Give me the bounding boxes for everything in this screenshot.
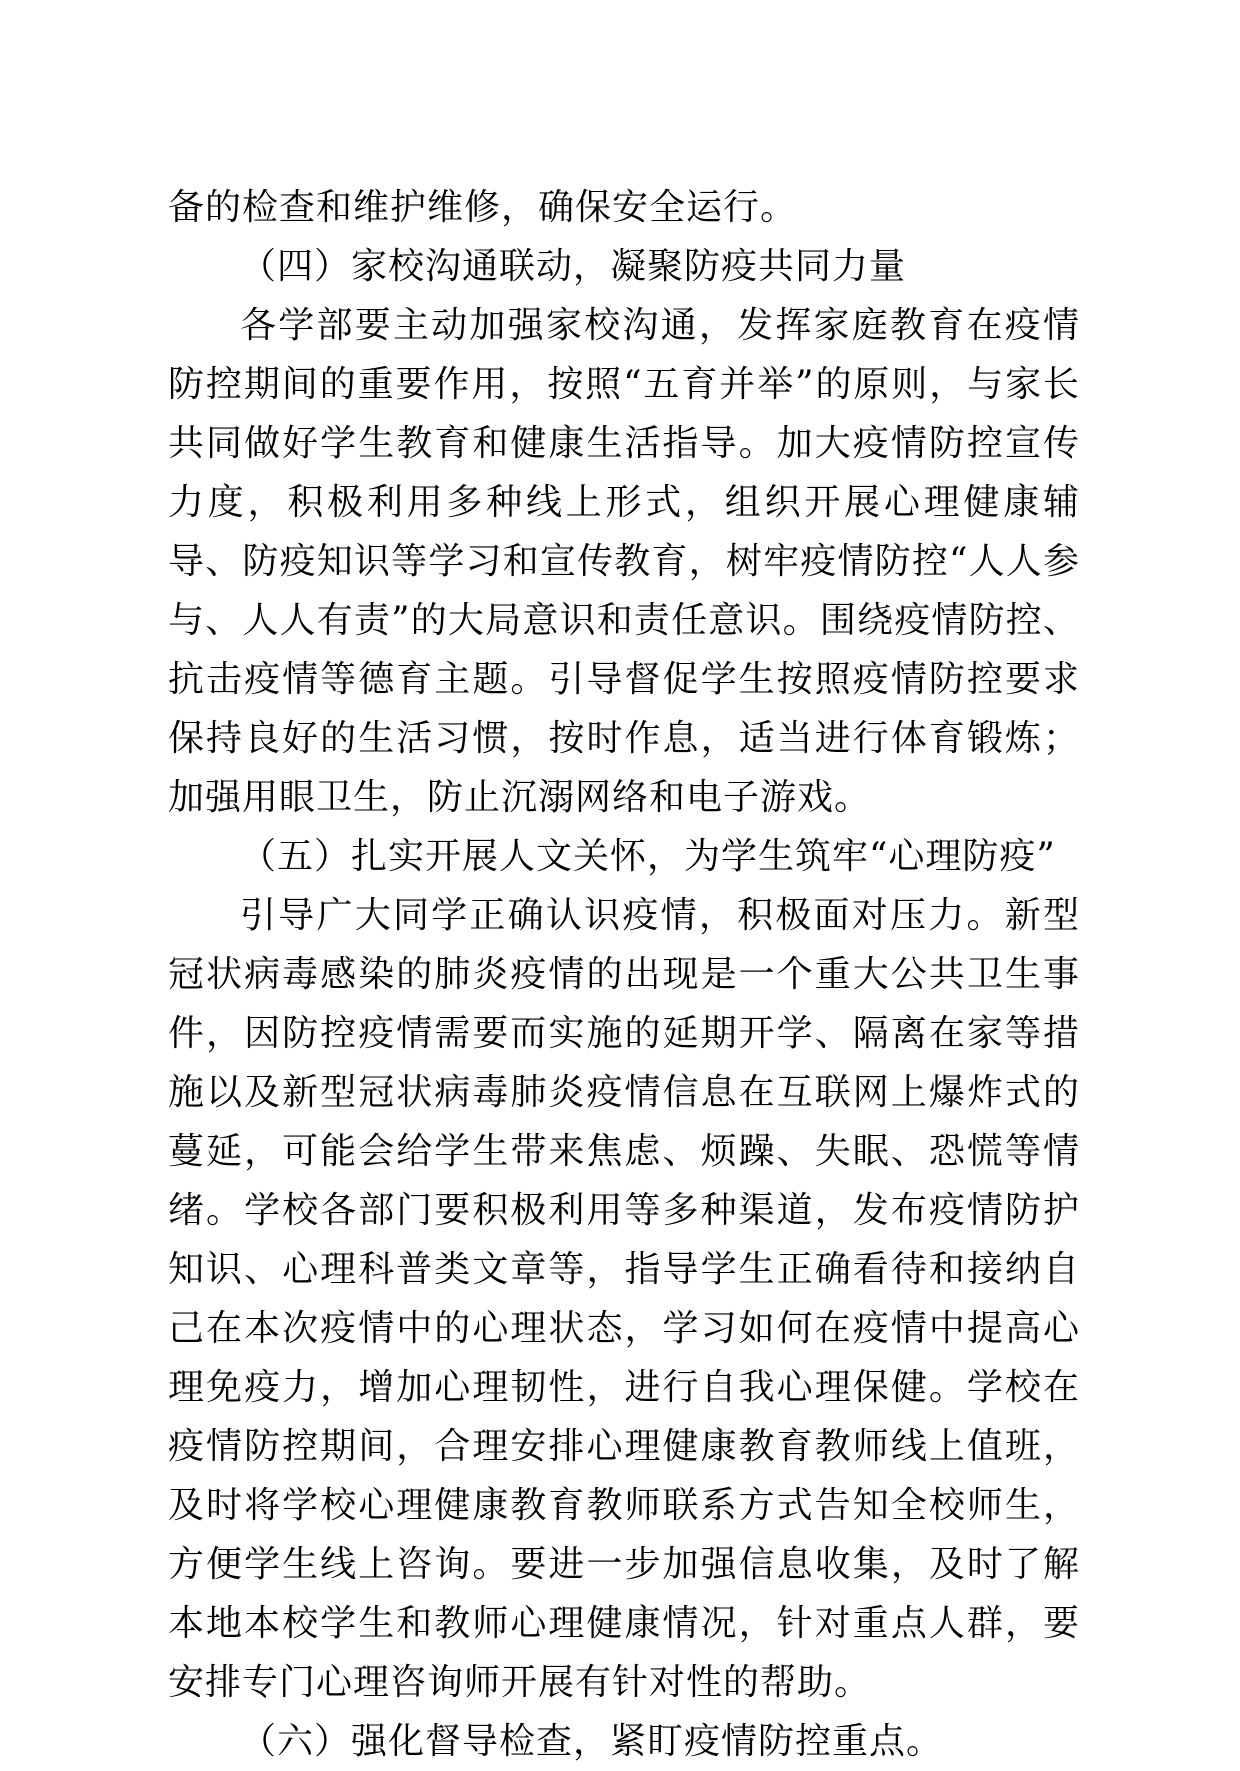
paragraph-home-school: 各学部要主动加强家校沟通，发挥家庭教育在疫情防控期间的重要作用，按照“五育并举”的原则，与家长共同做好学生教育和健康生活指导。加大疫情防控宣传力度，积极利用多种线上形式，组织开展心理健康辅导、防疫知识等学习和宣传教育，树牢疫情防控“人人参与、人人有责”的大局意识和责任意识。围绕疫情防控、抗击疫情等德育主题。引导督促学生按照疫情防控要求保持良好的生活习惯，按时作息，适当进行体育锻炼；加强用眼卫生，防止沉溺网络和电子游戏。 [168, 305, 1080, 818]
paragraph-continuation: 备的检查和维护维修，确保安全运行。 [168, 187, 798, 228]
paragraph-psychological-care: 引导广大同学正确认识疫情，积极面对压力。新型冠状病毒感染的肺炎疫情的出现是一个重大公共卫生事件，因防控疫情需要而实施的延期开学、隔离在家等措施以及新型冠状病毒肺炎疫情信息在互联网上爆炸式的蔓延，可能会给学生带来焦虑、烦躁、失眠、恐慌等情绪。学校各部门要积极利用等多种渠道，发布疫情防护知识、心理科普类文章等，指导学生正确看待和接纳自己在本次疫情中的心理状态，学习如何在疫情中提高心理免疫力，增加心理韧性，进行自我心理保健。学校在疫情防控期间，合理安排心理健康教育教师线上值班，及时将学校心理健康教育教师联系方式告知全校师生，方便学生线上咨询。要进一步加强信息收集，及时了解本地本校学生和教师心理健康情况，针对重点人群，要安排专门心理咨询师开展有针对性的帮助。 [168, 895, 1080, 1703]
section-heading-4: （四）家校沟通联动，凝聚防疫共同力量 [240, 246, 907, 287]
section-heading-5: （五）扎实开展人文关怀，为学生筑牢“心理防疫” [240, 836, 1056, 877]
document-body [168, 178, 1080, 1771]
section-heading-6: （六）强化督导检查，紧盯疫情防控重点。 [240, 1721, 944, 1762]
